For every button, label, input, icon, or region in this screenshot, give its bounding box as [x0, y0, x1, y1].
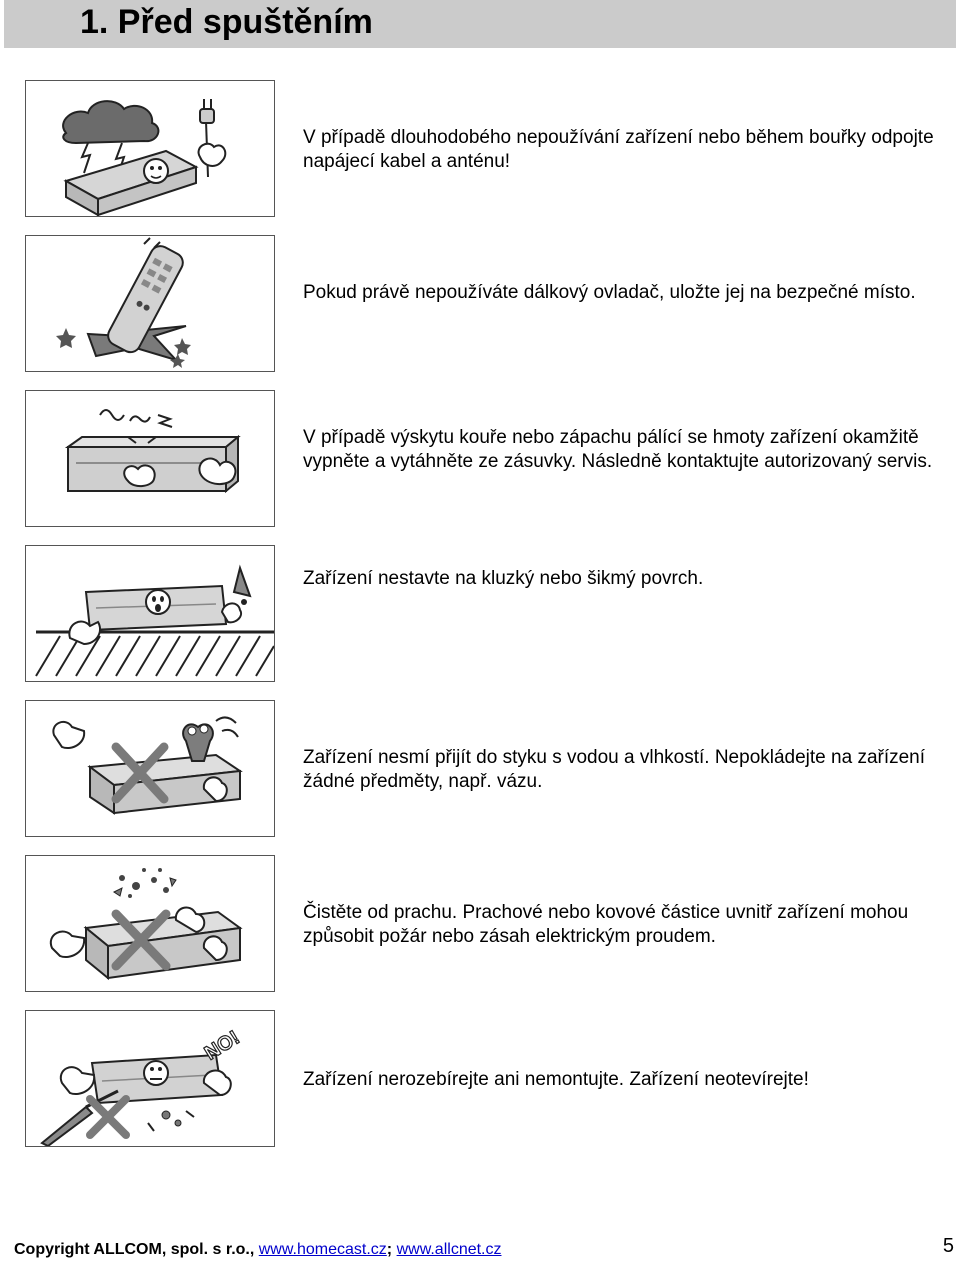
- dropped-remote-icon: [25, 235, 275, 372]
- smoking-device-icon: [25, 390, 275, 527]
- copyright-text: Copyright ALLCOM, spol. s r.o.,: [14, 1241, 259, 1258]
- safety-item-smoke: [25, 390, 955, 527]
- dust-particles-icon: [25, 855, 275, 992]
- safety-item-text: Zařízení nerozebírejte ani nemontujte. Zařízení neotevírejte!: [303, 1069, 809, 1090]
- safety-item-surface: [25, 545, 955, 682]
- footer-copyright: [14, 1238, 502, 1262]
- safety-item-text: Zařízení nestavte na kluzký nebo šikmý povrch.: [303, 568, 704, 589]
- allcnet-link[interactable]: www.allcnet.cz: [396, 1241, 502, 1258]
- safety-item-text: Čistěte od prachu. Prachové nebo kovové částice uvnitř zařízení mohou způsobit požár nebo zásah elektrickým proudem.: [303, 902, 909, 947]
- link-separator: ;: [386, 1241, 397, 1258]
- safety-item-text: Zařízení nesmí přijít do styku s vodou a vlhkostí. Nepokládejte na zařízení žádné předměty, např. vázu.: [303, 747, 926, 792]
- safety-item-dust: [25, 855, 955, 992]
- safety-item-remote: [25, 235, 955, 372]
- homecast-link[interactable]: www.homecast.cz: [258, 1241, 387, 1258]
- page-number: 5: [942, 1235, 954, 1257]
- footer: [14, 1235, 954, 1262]
- safety-item-storm: [25, 80, 955, 217]
- no-sign-label: NO!: [200, 1026, 244, 1065]
- safety-item-text: Pokud právě nepoužíváte dálkový ovladač, uložte jej na bezpečné místo.: [303, 282, 916, 303]
- safety-item-disassembly: [25, 1010, 955, 1147]
- water-vase-icon: [25, 700, 275, 837]
- safety-item-water: [25, 700, 955, 837]
- safety-item-text: V případě dlouhodobého nepoužívání zařízení nebo během bouřky odpojte napájecí kabel a anténu!: [303, 127, 934, 172]
- slippery-surface-icon: [25, 545, 275, 682]
- storm-unplug-icon: [25, 80, 275, 217]
- page-title: 1. Před spuštěním: [80, 3, 373, 41]
- safety-item-text: V případě výskytu kouře nebo zápachu pálící se hmoty zařízení okamžitě vypněte a vytáhněte ze zásuvky. Následně kontaktujte autorizovaný servis.: [303, 427, 933, 472]
- no-disassembly-icon: [25, 1010, 275, 1147]
